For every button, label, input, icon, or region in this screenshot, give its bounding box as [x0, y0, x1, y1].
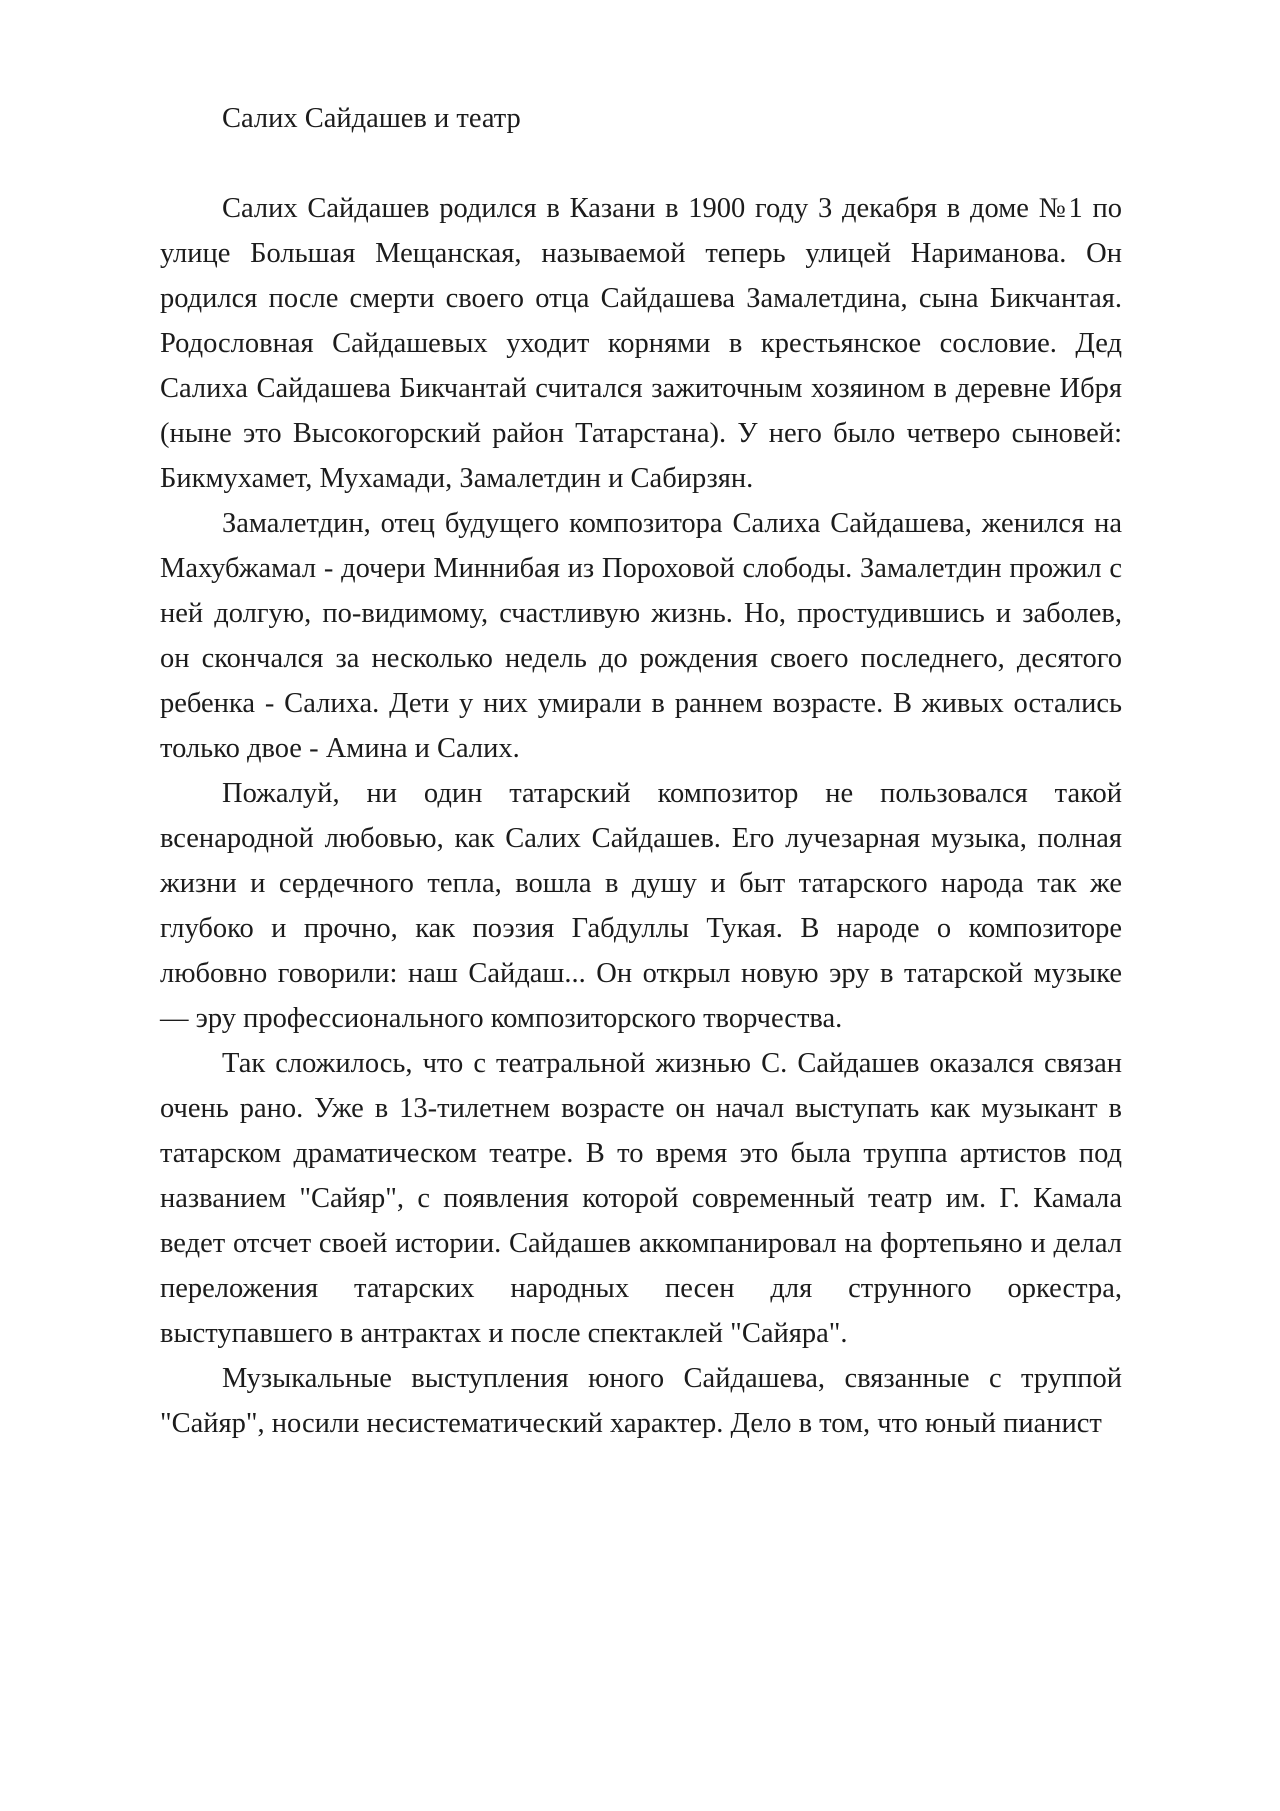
paragraph-birth-family: Салих Сайдашев родился в Казани в 1900 году 3 декабря в доме №1 по улице Большая Мещанская, называемой теперь улицей Нариманова. Он родился после смерти своего отца Сайдашева Замалетдина, сына Бикчантая. Родословная Сайдашевых уходит корнями в крестьянское сословие. Дед Салиха Сайдашева Бикчантай считался зажиточным хозяином в деревне Ибря (ныне это Высокогорский район Татарстана). У него было четверо сыновей: Бикмухамет, Мухамади, Замалетдин и Сабирзян.: [160, 193, 1122, 494]
document-title: Салих Сайдашев и театр: [222, 103, 521, 134]
paragraph-father: Замалетдин, отец будущего композитора Салиха Сайдашева, женился на Махубжамал - дочери Миннибая из Пороховой слободы. Замалетдин прожил с ней долгую, по-видимому, счастливую жизнь. Но, простудившись и заболев, он скончался за несколько недель до рождения своего последнего, десятого ребенка - Салиха. Дети у них умирали в раннем возрасте. В живых остались только двое - Амина и Салих.: [160, 508, 1122, 764]
paragraph-popularity: Пожалуй, ни один татарский композитор не пользовался такой всенародной любовью, как Салих Сайдашев. Его лучезарная музыка, полная жизни и сердечного тепла, вошла в душу и быт татарского народа так же глубоко и прочно, как поэзия Габдуллы Тукая. В народе о композиторе любовно говорили: наш Сайдаш... Он открыл новую эру в татарской музыке — эру профессионального композиторского творчества.: [160, 778, 1122, 1034]
paragraph-theatre-start: Так сложилось, что с театральной жизнью С. Сайдашев оказался связан очень рано. Уже в 13-тилетнем возрасте он начал выступать как музыкант в татарском драматическом театре. В то время это была труппа артистов под названием "Сайяр", с появления которой современный театр им. Г. Камала ведет отсчет своей истории. Сайдашев аккомпанировал на фортепьяно и делал переложения татарских народных песен для струнного оркестра, выступавшего в антрактах и после спектаклей "Сайяра".: [160, 1048, 1122, 1349]
paragraph-performances: Музыкальные выступления юного Сайдашева, связанные с труппой "Сайяр", носили несистематический характер. Дело в том, что юный пианист: [160, 1363, 1122, 1439]
blank-line: [160, 141, 1122, 186]
